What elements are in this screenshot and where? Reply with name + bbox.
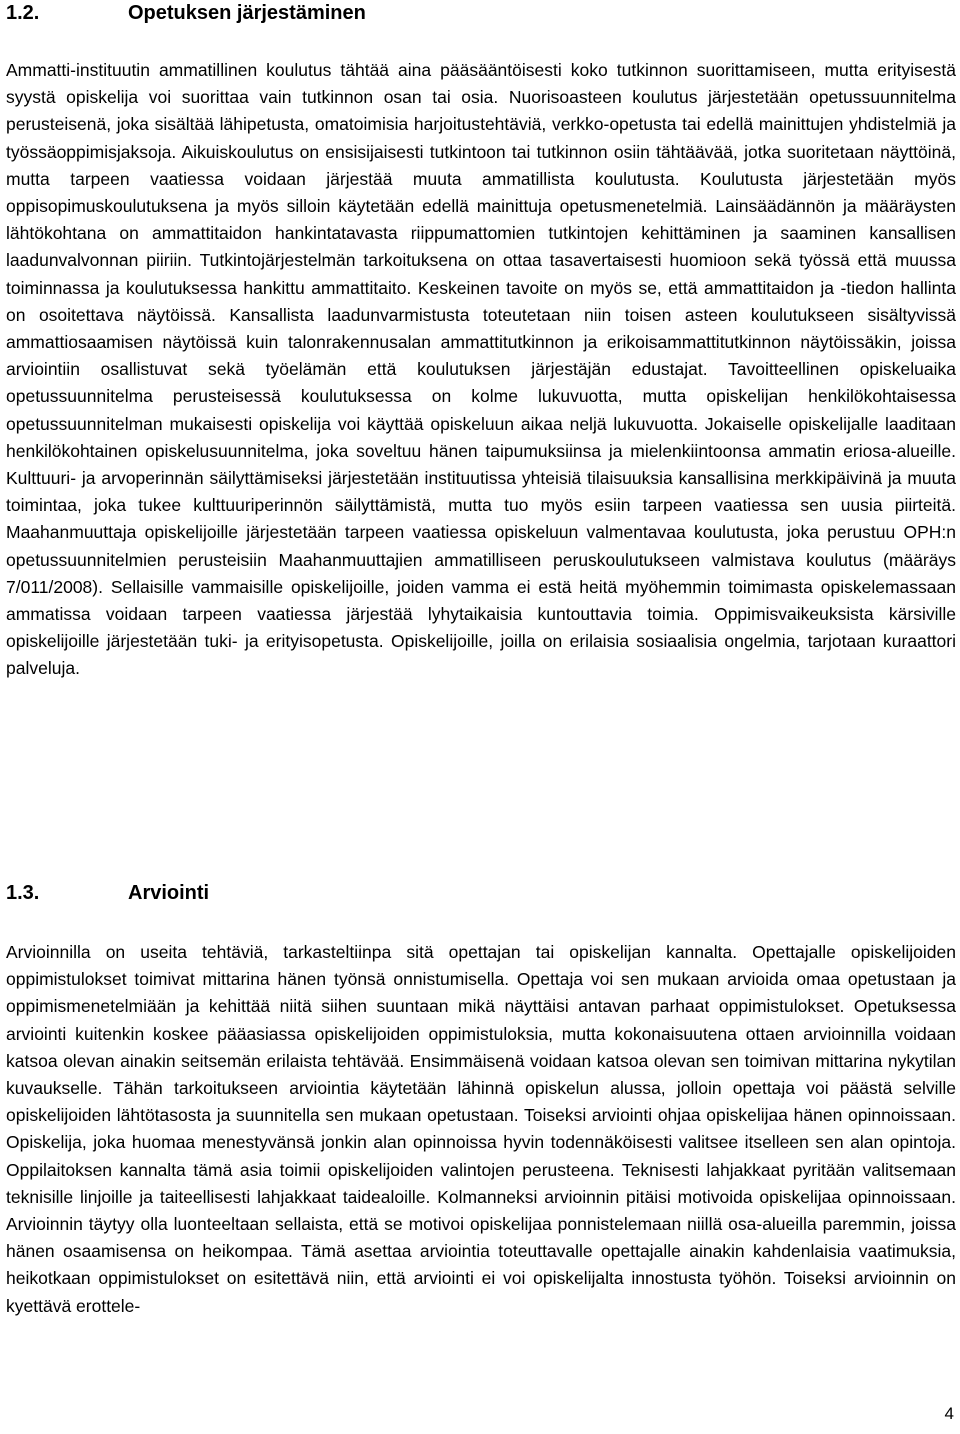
section-heading-arviointi xyxy=(6,880,209,906)
section-paragraph-opetuksen-jarjestaminen: Ammatti-instituutin ammatillinen koulutus tähtää aina pääsääntöisesti koko tutkinnon suorittamiseen, mutta erityisestä syystä opiskelija voi suorittaa vain tutkinnon osan tai osia. Nuorisoasteen koulutus järjestetään opetussuunnitelma perusteisenä, joka sisältää lähipetusta, omatoimisia harjoitustehtäviä, verkko-opetusta tai edellä mainittujen yhdistelmiä ja työssäoppimisjaksoja. Aikuiskoulutus on ensisijaisesti tutkintoon tai tutkinnon osiin tähtäävää, jotka suoritetaan näyttöinä, mutta tarpeen vaatiessa voidaan järjestää muuta ammatillista koulutusta. Koulutusta järjestetään myös oppisopimuskoulutuksena ja myös silloin käytetään edellä mainittuja opetusmenetelmiä. Lainsäädännön ja määräysten lähtökohtana on ammattitaidon hankintatavasta riippumattomien tutkintojen kehittäminen ja saaminen kansallisen laadunvalvonnan piiriin. Tutkintojärjestelmän tarkoituksena on ottaa tasavertaisesti huomioon sekä työssä että muussa toiminnassa ja koulutuksessa hankittu ammattitaito. Keskeinen tavoite on myös se, että ammattitaidon ja -tiedon hallinta on osoitettava näytöissä. Kansallista laadunvarmistusta toteutetaan niin toisen asteen koulutukseen sisältyvissä ammattiosaamisen näytöissä kuin talonrakennusalan ammattitutkinnon ja erikoisammattitutkinnon näytöissäkin, joissa arviointiin osallistuvat sekä työelämän että koulutuksen järjestäjän edustajat. Tavoitteellinen opiskeluaika opetussuunnitelma perusteisessä koulutuksessa on kolme lukuvuotta, mutta opiskelijan henkilökohtaisessa opetussuunnitelman mukaisesti opiskelija voi käyttää opiskeluun aikaa neljä lukuvuotta. Jokaiselle opiskelijalle laaditaan henkilökohtainen opiskelusuunnitelma, joka soveltuu hänen taipumuksiinsa ja mielenkiintoonsa ammatin eriosa-alueille. Kulttuuri- ja arvoperinnän säilyttämiseksi järjestetään instituutissa yhteisiä tilaisuuksia kansallisina merkkipäivinä ja muuta toimintaa, joka tukee kulttuuriperinnön säilyttämistä, mutta tuo myös esiin tarpeen vaatiessa sen uusia piirteitä. Maahanmuuttaja opiskelijoille järjestetään tarpeen vaatiessa opiskeluun valmentavaa koulutusta, joka perustuu OPH:n opetussuunnitelmien perusteisiin Maahanmuuttajien ammatilliseen peruskoulutukseen valmistava koulutus (määräys 7/011/2008). Sellaisille vammaisille opiskelijoille, joiden vamma ei estä heitä myöhemmin toimimasta opiskelemassaan ammatissa voidaan tarpeen vaatiessa järjestää lyhytaikaisia kuntouttavia toimia. Oppimisvaikeuksista kärsiville opiskelijoille järjestetään tuki- ja erityisopetusta. Opiskelijoille, joilla on erilaisia sosiaalisia ongelmia, tarjotaan kuraattori palveluja. xyxy=(6,60,956,679)
section-title: Arviointi xyxy=(128,882,210,904)
section-title: Opetuksen järjestäminen xyxy=(128,2,366,24)
section-number: 1.2. xyxy=(6,2,40,24)
section-heading-opetuksen-jarjestaminen xyxy=(6,0,366,26)
page-number: 4 xyxy=(944,1404,954,1423)
section-number: 1.3. xyxy=(6,882,40,904)
section-paragraph-arviointi: Arvioinnilla on useita tehtäviä, tarkasteltiinpa sitä opettajan tai opiskelijan kannalta. Opettajalle opiskelijoiden oppimistulokset toimivat mittarina hänen työnsä onnistumisella. Opettaja voi sen mukaan arvioida omaa opetustaan ja oppimismenetelmiään ja kehittää niitä siihen suuntaan mikä näyttäisi antavan parhaat oppimistulokset. Opetuksessa arviointi kuitenkin koskee pääasiassa opiskelijoiden oppimistuloksia, mutta kokonaisuutena ottaen arvioinnilla voidaan katsoa olevan ainakin seitsemän erilaista tehtävää. Ensimmäisenä voidaan katsoa olevan sen toimivan mittarina nykytilan kuvaukselle. Tähän tarkoitukseen arviointia käytetään lähinnä opiskelun alussa, jolloin opettaja voi päästä selville opiskelijoiden lähtötasosta ja suunnitella sen mukaan opetustaan. Toiseksi arviointi ohjaa opiskelijaa hänen opinnoissaan. Opiskelija, joka huomaa menestyvänsä jonkin alan opinnoissa hyvin todennäköisesti valitsee itselleen sen alan opintoja. Oppilaitoksen kannalta tämä asia toimii opiskelijoiden valintojen perusteena. Teknisesti lahjakkaat pyritään valitsemaan teknisille linjoille ja taiteellisesti lahjakkaat taidealoille. Kolmanneksi arvioinnin pitäisi motivoida opiskelijaa opinnoissaan. Arvioinnin täytyy olla luonteeltaan sellaista, että se motivoi opiskelijaa ponnistelemaan niillä osa-alueilla paremmin, joissa hänen osaamisensa on heikompaa. Tämä asettaa arviointia toteuttavalle opettajalle ainakin kahdenlaisia vaatimuksia, heikotkaan oppimistulokset on esitettävä niin, että arviointi ei voi opiskelijalta innostusta työhön. Toiseksi arvioinnin on kyettävä erottele- xyxy=(6,942,956,1316)
